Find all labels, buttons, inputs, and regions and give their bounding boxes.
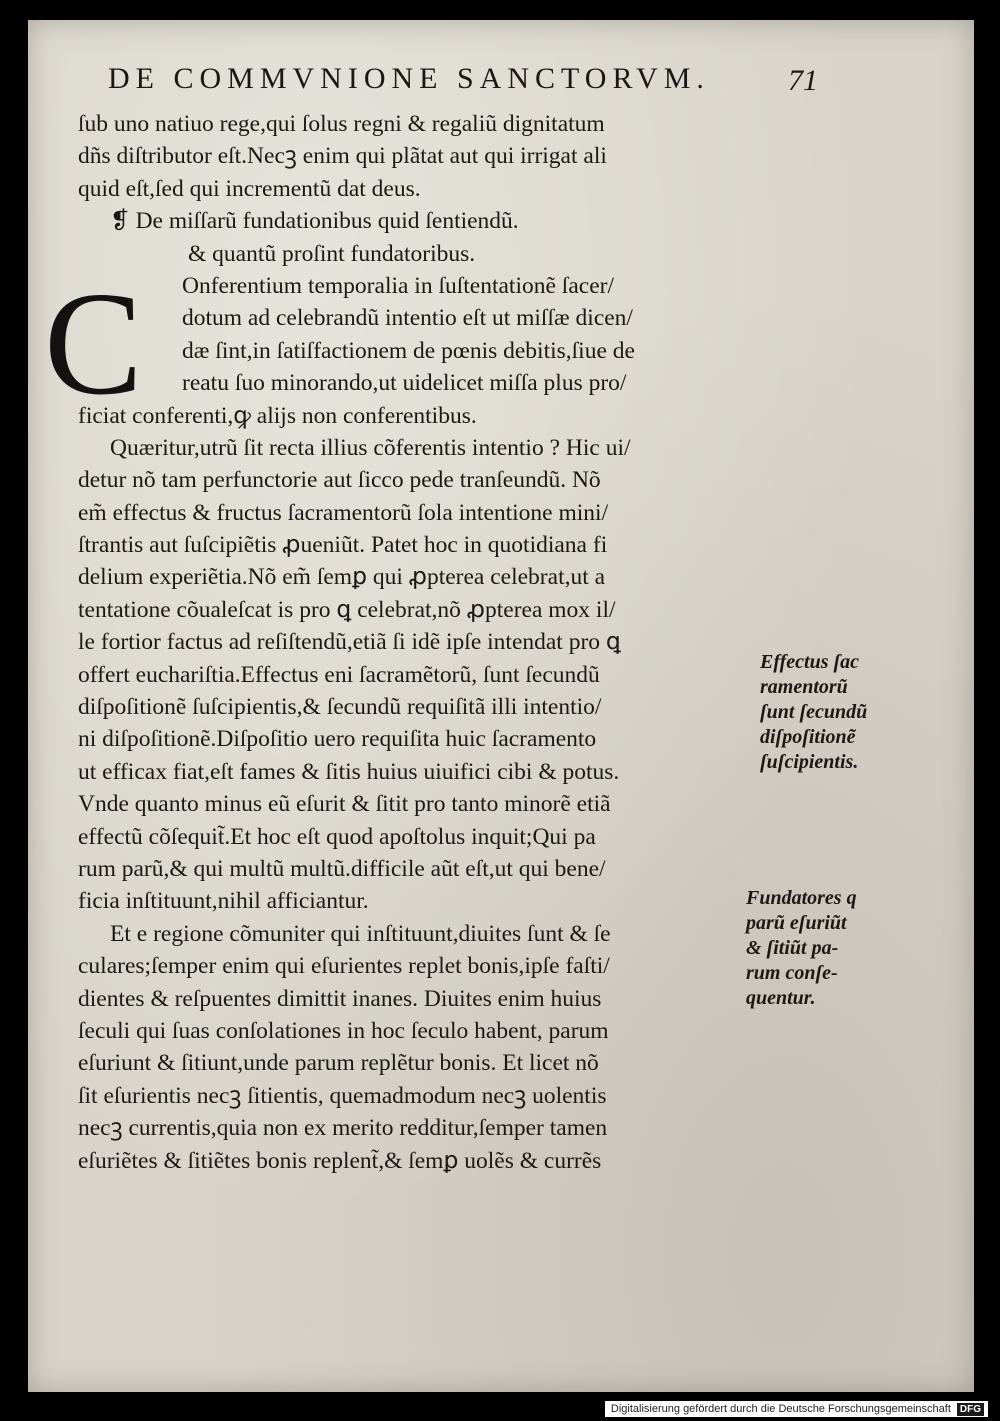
- margin-note-fundatores: [746, 886, 857, 1011]
- main-text-block: [78, 108, 778, 1177]
- text-line: necꝫ currentis,quia non ex merito redditur,ſemper tamen: [78, 1115, 608, 1142]
- text-line: dñs diſtributor eſt.Necꝫ enim qui plãtat aut qui irrigat ali: [78, 143, 607, 170]
- section-heading-line-2: & quantũ proſint fundatoribus.: [188, 240, 476, 267]
- running-head: DE COMMVNIONE SANCTORVM.: [108, 62, 710, 95]
- text-line: em̃ effectus & fructus ſacramentorũ ſola intentione mini/: [78, 499, 609, 526]
- text-line: Onferentium temporalia in ſuſtentationẽ ſacer/: [182, 272, 614, 299]
- margin-note-line: rum conſe-: [746, 962, 838, 984]
- section-heading-line-1: ❡ De miſſarũ fundationibus quid ſentiendũ.: [110, 208, 519, 235]
- text-line: eſuriunt & ſitiunt,unde parum replẽtur bonis. Et licet nõ: [78, 1050, 599, 1077]
- text-line: dotum ad celebrandũ intentio eſt ut miſſæ dicen/: [182, 305, 633, 332]
- text-line: detur nõ tam perfunctorie aut ſicco pede tranſeundũ. Nõ: [78, 467, 601, 494]
- margin-note-line: diſpoſitionẽ: [760, 726, 856, 748]
- text-line: culares;ſemper enim qui eſurientes replet bonis,ipſe faſti/: [78, 953, 610, 980]
- text-line: ſeculi qui ſuas conſolationes in hoc ſeculo habent, parum: [78, 1017, 609, 1044]
- margin-note-effectus: [760, 650, 867, 775]
- text-line: rum parũ,& qui multũ multũ.difficile aũt eſt,ut qui bene/: [78, 855, 606, 882]
- text-line: ut efficax fiat,eſt fames & ſitis huius uiuifici cibi & potus.: [78, 758, 620, 785]
- text-line: effectũ cõſequit̃.Et hoc eſt quod apoſtolus inquit;Qui pa: [78, 823, 596, 850]
- text-line: diſpoſitionẽ ſuſcipientis,& ſecundũ requiſitã illi intentio/: [78, 694, 602, 721]
- text-line: ſit eſurientis necꝫ ſitientis, quemadmodum necꝫ uolentis: [78, 1082, 607, 1109]
- text-line: ſtrantis aut ſuſcipiẽtis ꝓueniũt. Patet hoc in quotidiana fi: [78, 532, 608, 559]
- margin-note-line: Effectus ſac: [760, 651, 860, 673]
- folio-number: 71: [788, 64, 818, 97]
- text-line: quid eſt,ſed qui incrementũ dat deus.: [78, 175, 421, 202]
- digitization-footer: [605, 1401, 988, 1417]
- margin-note-line: ſunt ſecundũ: [760, 701, 868, 723]
- text-line: eſuriẽtes & ſitiẽtes bonis replent̃,& ſemꝑ uolẽs & currẽs: [78, 1147, 602, 1174]
- footer-credit-text: Digitalisierung gefördert durch die Deutsche Forschungsgemeinschaft: [610, 1403, 951, 1415]
- text-line: offert euchariſtia.Effectus eni ſacramẽtorũ, ſunt ſecundũ: [78, 661, 600, 688]
- margin-note-line: quentur.: [746, 987, 816, 1009]
- margin-note-line: Fundatores q: [746, 887, 857, 909]
- text-line: dæ ſint,in ſatiſfactionem de pœnis debitis,ſiue de: [182, 337, 635, 364]
- margin-note-line: ramentorũ: [760, 676, 848, 698]
- text-line: Et e regione cõmuniter qui inſtituunt,diuites ſunt & ſe: [110, 920, 611, 947]
- text-line: le fortior factus ad reſiſtendũ,etiã ſi idẽ ipſe intendat pro ꝗ: [78, 629, 621, 656]
- margin-note-line: parũ eſuriũt: [746, 912, 847, 934]
- text-line: Quæritur,utrũ ſit recta illius cõferentis intentio ? Hic ui/: [110, 434, 631, 461]
- margin-note-line: & ſitiũt pa-: [746, 937, 839, 959]
- text-line: Vnde quanto minus eũ eſurit & ſitit pro tanto minorẽ etiã: [78, 791, 611, 818]
- text-line: ni diſpoſitionẽ.Diſpoſitio uero requiſita huic ſacramento: [78, 726, 597, 753]
- text-line: dientes & reſpuentes dimittit inanes. Diuites enim huius: [78, 985, 602, 1012]
- text-line: ſub uno natiuo rege,qui ſolus regni & regaliũ dignitatum: [78, 111, 605, 137]
- drop-cap: C: [44, 262, 143, 426]
- text-line: ficia inſtituunt,nihil afficiantur.: [78, 888, 369, 915]
- text-line: tentatione cõualeſcat is pro ꝗ celebrat,nõ ꝓpterea mox il/: [78, 596, 616, 623]
- book-page: [28, 20, 974, 1392]
- margin-note-line: ſuſcipientis.: [760, 751, 859, 773]
- dfg-logo-icon: DFG: [957, 1403, 984, 1416]
- text-line: reatu ſuo minorando,ut uidelicet miſſa plus pro/: [182, 370, 627, 397]
- text-line: ficiat conferenti,ꝙ alijs non conferentibus.: [78, 402, 477, 429]
- text-line: delium experiẽtia.Nõ em̃ ſemꝑ qui ꝓpterea celebrat,ut a: [78, 564, 606, 591]
